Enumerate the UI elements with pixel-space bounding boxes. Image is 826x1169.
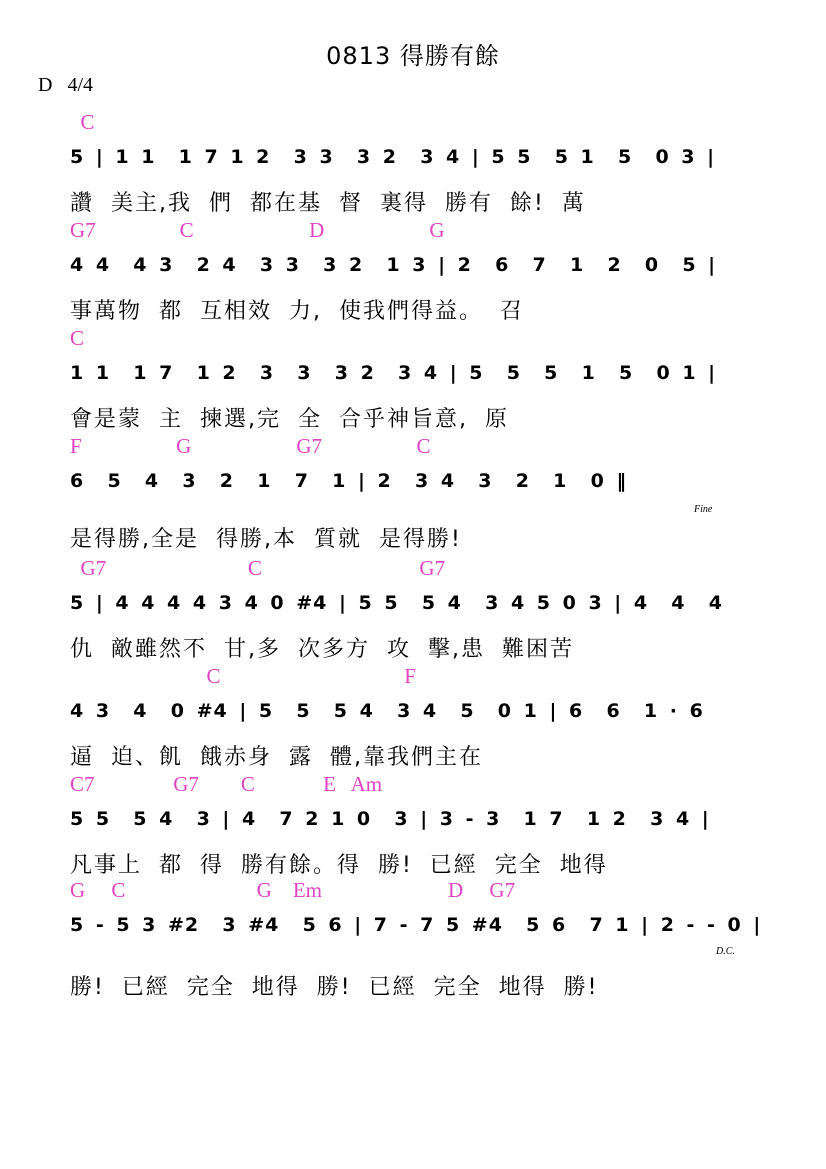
key-time-signature: D 4/4 [38, 74, 93, 96]
chord-line: C7 G7 C E Am [70, 772, 383, 796]
music-system-4 [0, 434, 826, 552]
notation-line: 5 5 5 4 3 | 4 7 2 1 0 3 | 3 - 3 1 7 1 2 3 4 | [70, 808, 710, 830]
notation-line: 4 3 4 0 #4 | 5 5 5 4 3 4 5 0 1 | 6 6 1 · 6 [70, 700, 704, 722]
music-system-8 [0, 878, 826, 1000]
music-system-5 [0, 556, 826, 666]
notation-line: 5 | 1 1 1 7 1 2 3 3 3 2 3 4 | 5 5 5 1 5 0 3 | [70, 146, 716, 168]
music-system-6 [0, 664, 826, 774]
lyrics-line: 讚 美主,我 們 都在基 督 裏得 勝有 餘! 萬 [70, 191, 586, 216]
music-system-2 [0, 218, 826, 328]
chord-line: C [70, 326, 85, 350]
chord-line: G7 C G7 [70, 556, 446, 580]
notation-line: 5 - 5 3 #2 3 #4 5 6 | 7 - 7 5 #4 5 6 7 1 | 2 - - 0 | [70, 914, 762, 936]
dc-marking: D.C. [716, 946, 735, 957]
music-system-7 [0, 772, 826, 882]
notation-line: 6 5 4 3 2 1 7 1 | 2 3 4 3 2 1 0 ‖ [70, 470, 627, 492]
lyrics-line: 勝! 已經 完全 地得 勝! 已經 完全 地得 勝! [70, 975, 599, 1000]
music-system-1 [0, 110, 826, 220]
chord-line: F G G7 C [70, 434, 431, 458]
notation-line: 1 1 1 7 1 2 3 3 3 2 3 4 | 5 5 5 1 5 0 1 | [70, 362, 717, 384]
chord-line: G C G Em D G7 [70, 878, 516, 902]
chord-line: C [70, 110, 95, 134]
fine-marking: Fine [694, 504, 713, 515]
notation-line: 4 4 4 3 2 4 3 3 3 2 1 3 | 2 6 7 1 2 0 5 | [70, 254, 717, 276]
chord-line: C F [70, 664, 416, 688]
lyrics-line: 仇 敵雖然不 甘,多 次多方 攻 擊,患 難困苦 [70, 637, 574, 662]
lyrics-line: 事萬物 都 互相效 力, 使我們得益。 召 [70, 299, 524, 324]
lyrics-line: 會是蒙 主 揀選,完 全 合乎神旨意, 原 [70, 407, 509, 432]
lyrics-line: 凡事上 都 得 勝有餘。得 勝! 已經 完全 地得 [70, 853, 608, 878]
lyrics-line: 是得勝,全是 得勝,本 質就 是得勝! [70, 527, 462, 552]
song-title: 0813 得勝有餘 [326, 42, 500, 70]
music-system-3 [0, 326, 826, 436]
notation-line: 5 | 4 4 4 4 3 4 0 #4 | 5 5 5 4 3 4 5 0 3 | 4 4 4 [70, 592, 723, 614]
chord-line: G7 C D G [70, 218, 445, 242]
lyrics-line: 逼 迫、飢 餓赤身 露 體,靠我們主在 [70, 745, 483, 770]
